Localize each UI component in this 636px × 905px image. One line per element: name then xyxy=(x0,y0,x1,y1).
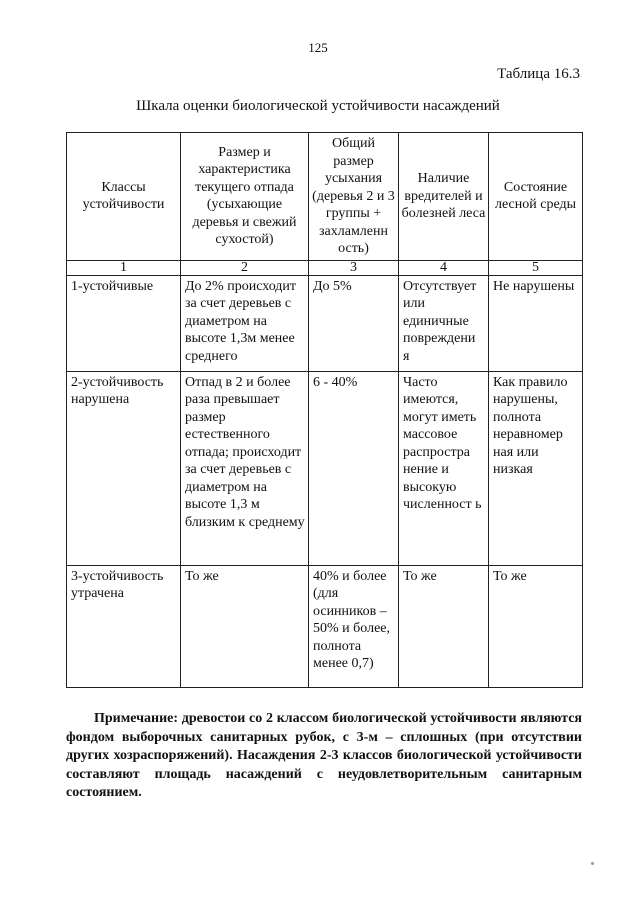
table-cell: То же xyxy=(181,565,309,687)
table-note xyxy=(66,710,582,803)
table-label: Таблица 16.3 xyxy=(497,66,580,82)
table-cell: Отпад в 2 и более раза превышает размер естественного отпада; происходит за счет деревьев с диаметром на высоте 1,3 м близким к среднему xyxy=(181,371,309,565)
table-cell: 40% и более (для осинников – 50% и более, полнота менее 0,7) xyxy=(309,565,399,687)
scan-speck xyxy=(591,862,594,865)
table-title: Шкала оценки биологической устойчивости насаждений xyxy=(136,98,500,114)
table-cell: 3-устойчивость утрачена xyxy=(67,565,181,687)
column-number: 2 xyxy=(181,260,309,275)
table-cell: То же xyxy=(489,565,583,687)
column-number-row xyxy=(67,260,583,275)
stability-scale-table xyxy=(66,132,583,688)
table-cell: Не нарушены xyxy=(489,275,583,371)
table-cell: 6 - 40% xyxy=(309,371,399,565)
table-cell: Отсутствует или единичные повреждени я xyxy=(399,275,489,371)
note-text: Примечание: древостои со 2 классом биологической устойчивости являются фондом выборочных санитарных рубок, с 3-м – сплошных (при отсутствии других хозраспоряжений). Насаждения 2-3 классов биологической устойчивости составляют площадь насаждений с неудовлетворительным санитарным состоянием. xyxy=(66,711,582,800)
table-cell: До 5% xyxy=(309,275,399,371)
page-number: 125 xyxy=(308,40,328,55)
table-cell: 2-устойчивость нарушена xyxy=(67,371,181,565)
table-cell: Часто имеются, могут иметь массовое распростра нение и высокую численност ь xyxy=(399,371,489,565)
header-cell: Состояние лесной среды xyxy=(489,133,583,261)
header-cell: Размер и характеристика текущего отпада (усыхающие деревья и свежий сухостой) xyxy=(181,133,309,261)
column-number: 5 xyxy=(489,260,583,275)
table-cell: 1-устойчивые xyxy=(67,275,181,371)
header-cell: Классы устойчивости xyxy=(67,133,181,261)
table-cell: До 2% происходит за счет деревьев с диаметром на высоте 1,3м менее среднего xyxy=(181,275,309,371)
column-number: 1 xyxy=(67,260,181,275)
header-row xyxy=(67,133,583,261)
table-row xyxy=(67,371,583,565)
table-row xyxy=(67,565,583,687)
table-cell: То же xyxy=(399,565,489,687)
header-cell: Наличие вредителей и болезней леса xyxy=(399,133,489,261)
table-row xyxy=(67,275,583,371)
header-cell: Общий размер усыхания (деревья 2 и 3 группы + захламленн ость) xyxy=(309,133,399,261)
table-cell: Как правило нарушены, полнота неравномер ная или низкая xyxy=(489,371,583,565)
column-number: 4 xyxy=(399,260,489,275)
column-number: 3 xyxy=(309,260,399,275)
